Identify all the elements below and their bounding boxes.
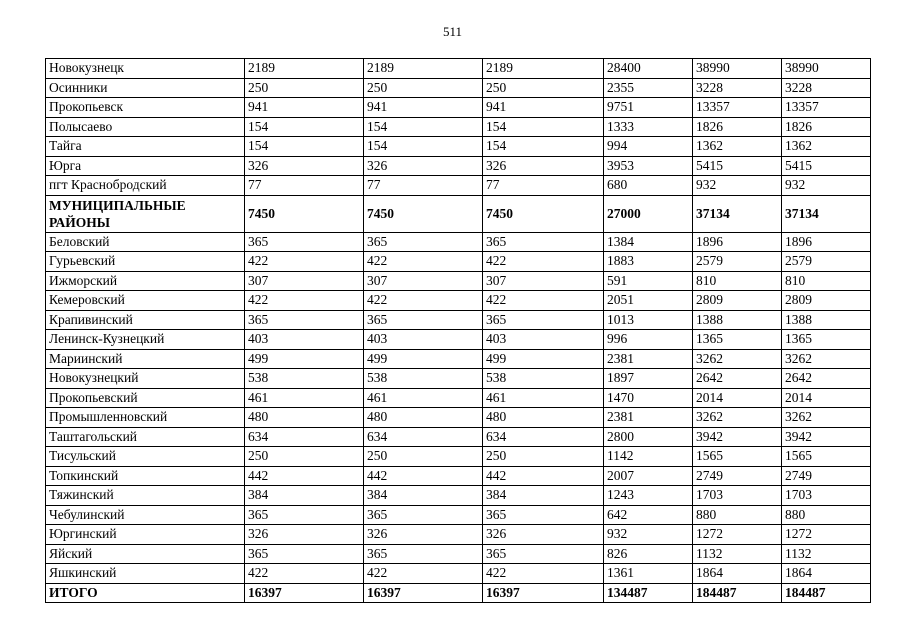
cell: 326 <box>364 525 483 545</box>
cell: 2381 <box>604 349 693 369</box>
cell: 634 <box>245 427 364 447</box>
cell: 422 <box>364 291 483 311</box>
cell: 2189 <box>245 59 364 79</box>
cell: 326 <box>483 525 604 545</box>
cell: 250 <box>364 447 483 467</box>
cell: 154 <box>245 137 364 157</box>
cell: 932 <box>693 176 782 196</box>
cell: 7450 <box>483 195 604 232</box>
cell: 365 <box>483 505 604 525</box>
cell: 384 <box>245 486 364 506</box>
cell: 422 <box>483 564 604 584</box>
cell: 442 <box>245 466 364 486</box>
row-name: Прокопьевск <box>46 98 245 118</box>
cell: 422 <box>483 291 604 311</box>
row-name: Таштагольский <box>46 427 245 447</box>
cell: 2007 <box>604 466 693 486</box>
cell: 250 <box>483 78 604 98</box>
cell: 2642 <box>693 369 782 389</box>
cell: 326 <box>245 156 364 176</box>
table-row <box>46 564 871 584</box>
cell: 1388 <box>782 310 871 330</box>
cell: 2800 <box>604 427 693 447</box>
cell: 3262 <box>693 349 782 369</box>
table-row <box>46 176 871 196</box>
cell: 538 <box>364 369 483 389</box>
cell: 461 <box>483 388 604 408</box>
cell: 3953 <box>604 156 693 176</box>
cell: 28400 <box>604 59 693 79</box>
table-row <box>46 156 871 176</box>
cell: 3228 <box>693 78 782 98</box>
cell: 1826 <box>693 117 782 137</box>
cell: 642 <box>604 505 693 525</box>
cell: 307 <box>364 271 483 291</box>
table-row <box>46 98 871 118</box>
cell: 2381 <box>604 408 693 428</box>
cell: 1272 <box>782 525 871 545</box>
cell: 38990 <box>693 59 782 79</box>
row-name: Топкинский <box>46 466 245 486</box>
cell: 1365 <box>693 330 782 350</box>
row-name: Яйский <box>46 544 245 564</box>
row-name: Тяжинский <box>46 486 245 506</box>
cell: 499 <box>364 349 483 369</box>
cell: 1388 <box>693 310 782 330</box>
table-row <box>46 369 871 389</box>
cell: 16397 <box>483 583 604 603</box>
row-name: Тисульский <box>46 447 245 467</box>
row-name: Полысаево <box>46 117 245 137</box>
cell: 1897 <box>604 369 693 389</box>
cell: 2189 <box>483 59 604 79</box>
cell: 1365 <box>782 330 871 350</box>
cell: 2749 <box>693 466 782 486</box>
cell: 77 <box>483 176 604 196</box>
cell: 422 <box>245 564 364 584</box>
table-row <box>46 486 871 506</box>
row-name: Юргинский <box>46 525 245 545</box>
cell: 3942 <box>782 427 871 447</box>
row-name: Яшкинский <box>46 564 245 584</box>
cell: 250 <box>245 447 364 467</box>
cell: 880 <box>782 505 871 525</box>
cell: 1703 <box>693 486 782 506</box>
cell: 1703 <box>782 486 871 506</box>
table-row <box>46 137 871 157</box>
cell: 365 <box>483 232 604 252</box>
table-row <box>46 291 871 311</box>
cell: 1013 <box>604 310 693 330</box>
cell: 810 <box>782 271 871 291</box>
cell: 365 <box>245 505 364 525</box>
table-row <box>46 408 871 428</box>
row-name: Крапивинский <box>46 310 245 330</box>
cell: 1896 <box>693 232 782 252</box>
cell: 538 <box>245 369 364 389</box>
cell: 1826 <box>782 117 871 137</box>
cell: 680 <box>604 176 693 196</box>
cell: 941 <box>483 98 604 118</box>
cell: 326 <box>245 525 364 545</box>
cell: 7450 <box>245 195 364 232</box>
cell: 634 <box>483 427 604 447</box>
cell: 1864 <box>782 564 871 584</box>
row-name: Гурьевский <box>46 252 245 272</box>
cell: 2642 <box>782 369 871 389</box>
table-body <box>46 59 871 603</box>
cell: 1384 <box>604 232 693 252</box>
cell: 2749 <box>782 466 871 486</box>
cell: 154 <box>364 117 483 137</box>
cell: 1565 <box>782 447 871 467</box>
cell: 365 <box>483 544 604 564</box>
cell: 1333 <box>604 117 693 137</box>
cell: 13357 <box>782 98 871 118</box>
cell: 154 <box>364 137 483 157</box>
cell: 27000 <box>604 195 693 232</box>
cell: 634 <box>364 427 483 447</box>
row-name: Ленинск-Кузнецкий <box>46 330 245 350</box>
cell: 16397 <box>364 583 483 603</box>
row-name: Мариинский <box>46 349 245 369</box>
cell: 2051 <box>604 291 693 311</box>
total-label: ИТОГО <box>46 583 245 603</box>
cell: 538 <box>483 369 604 389</box>
cell: 422 <box>245 291 364 311</box>
cell: 3262 <box>782 408 871 428</box>
table-row <box>46 505 871 525</box>
cell: 184487 <box>782 583 871 603</box>
cell: 77 <box>245 176 364 196</box>
table-row <box>46 271 871 291</box>
cell: 3228 <box>782 78 871 98</box>
cell: 2579 <box>782 252 871 272</box>
cell: 365 <box>245 544 364 564</box>
cell: 13357 <box>693 98 782 118</box>
total-row <box>46 583 871 603</box>
cell: 403 <box>483 330 604 350</box>
cell: 2809 <box>693 291 782 311</box>
cell: 480 <box>245 408 364 428</box>
cell: 932 <box>604 525 693 545</box>
cell: 1896 <box>782 232 871 252</box>
cell: 422 <box>245 252 364 272</box>
cell: 810 <box>693 271 782 291</box>
cell: 403 <box>364 330 483 350</box>
cell: 365 <box>364 544 483 564</box>
row-name: Кемеровский <box>46 291 245 311</box>
cell: 1132 <box>693 544 782 564</box>
cell: 826 <box>604 544 693 564</box>
cell: 154 <box>245 117 364 137</box>
row-name: Новокузнецк <box>46 59 245 79</box>
cell: 2355 <box>604 78 693 98</box>
cell: 154 <box>483 137 604 157</box>
table-row <box>46 78 871 98</box>
row-name: Чебулинский <box>46 505 245 525</box>
cell: 3262 <box>782 349 871 369</box>
cell: 326 <box>483 156 604 176</box>
cell: 38990 <box>782 59 871 79</box>
cell: 37134 <box>693 195 782 232</box>
cell: 1362 <box>782 137 871 157</box>
cell: 365 <box>364 505 483 525</box>
table-row <box>46 330 871 350</box>
cell: 16397 <box>245 583 364 603</box>
row-name: Тайга <box>46 137 245 157</box>
cell: 996 <box>604 330 693 350</box>
cell: 326 <box>364 156 483 176</box>
cell: 77 <box>364 176 483 196</box>
cell: 307 <box>483 271 604 291</box>
table-row <box>46 388 871 408</box>
row-name: Беловский <box>46 232 245 252</box>
cell: 9751 <box>604 98 693 118</box>
cell: 403 <box>245 330 364 350</box>
table-row <box>46 525 871 545</box>
cell: 994 <box>604 137 693 157</box>
cell: 422 <box>364 252 483 272</box>
cell: 134487 <box>604 583 693 603</box>
row-name: Промышленновский <box>46 408 245 428</box>
cell: 880 <box>693 505 782 525</box>
cell: 442 <box>364 466 483 486</box>
table-row <box>46 310 871 330</box>
cell: 1362 <box>693 137 782 157</box>
row-name: Ижморский <box>46 271 245 291</box>
cell: 384 <box>483 486 604 506</box>
cell: 250 <box>245 78 364 98</box>
cell: 422 <box>483 252 604 272</box>
cell: 932 <box>782 176 871 196</box>
row-name: Юрга <box>46 156 245 176</box>
cell: 365 <box>245 232 364 252</box>
table-row <box>46 252 871 272</box>
cell: 365 <box>364 232 483 252</box>
row-name: пгт Краснобродский <box>46 176 245 196</box>
cell: 1470 <box>604 388 693 408</box>
cell: 442 <box>483 466 604 486</box>
cell: 461 <box>245 388 364 408</box>
cell: 480 <box>483 408 604 428</box>
table-row <box>46 59 871 79</box>
cell: 1883 <box>604 252 693 272</box>
cell: 1361 <box>604 564 693 584</box>
table-row <box>46 349 871 369</box>
cell: 499 <box>483 349 604 369</box>
page-number: 511 <box>442 24 463 39</box>
cell: 941 <box>245 98 364 118</box>
cell: 307 <box>245 271 364 291</box>
cell: 5415 <box>693 156 782 176</box>
cell: 1864 <box>693 564 782 584</box>
cell: 184487 <box>693 583 782 603</box>
cell: 2579 <box>693 252 782 272</box>
cell: 5415 <box>782 156 871 176</box>
cell: 37134 <box>782 195 871 232</box>
cell: 365 <box>483 310 604 330</box>
row-name: Новокузнецкий <box>46 369 245 389</box>
cell: 384 <box>364 486 483 506</box>
cell: 1243 <box>604 486 693 506</box>
data-table <box>45 58 871 603</box>
table-row <box>46 447 871 467</box>
cell: 154 <box>483 117 604 137</box>
section-heading: МУНИЦИПАЛЬНЫЕ РАЙОНЫ <box>46 195 245 232</box>
cell: 422 <box>364 564 483 584</box>
cell: 365 <box>364 310 483 330</box>
cell: 1142 <box>604 447 693 467</box>
cell: 2014 <box>693 388 782 408</box>
cell: 3262 <box>693 408 782 428</box>
cell: 7450 <box>364 195 483 232</box>
cell: 365 <box>245 310 364 330</box>
cell: 2809 <box>782 291 871 311</box>
cell: 1132 <box>782 544 871 564</box>
cell: 499 <box>245 349 364 369</box>
cell: 250 <box>483 447 604 467</box>
cell: 461 <box>364 388 483 408</box>
cell: 480 <box>364 408 483 428</box>
row-name: Осинники <box>46 78 245 98</box>
cell: 2189 <box>364 59 483 79</box>
table-row <box>46 466 871 486</box>
cell: 1565 <box>693 447 782 467</box>
cell: 2014 <box>782 388 871 408</box>
table-row <box>46 117 871 137</box>
cell: 250 <box>364 78 483 98</box>
table-row <box>46 427 871 447</box>
cell: 591 <box>604 271 693 291</box>
row-name: Прокопьевский <box>46 388 245 408</box>
cell: 3942 <box>693 427 782 447</box>
cell: 1272 <box>693 525 782 545</box>
section-row-municipal-districts <box>46 195 871 232</box>
table-row <box>46 544 871 564</box>
table-row <box>46 232 871 252</box>
cell: 941 <box>364 98 483 118</box>
